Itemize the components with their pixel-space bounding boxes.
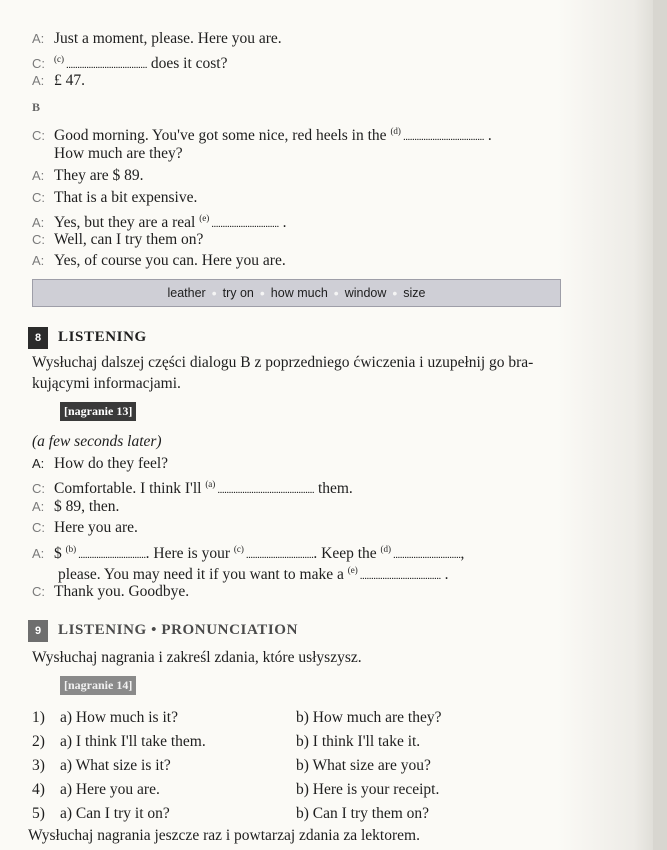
section-8-title: LISTENING — [58, 329, 147, 345]
section-8-badge: 8 — [28, 327, 48, 349]
word-window: window — [344, 286, 387, 300]
section-9-instruction: Wysłuchaj nagrania i zakreśl zdania, które usłyszysz. — [32, 649, 362, 666]
listening-line-7: C: Thank you. Goodbye. — [32, 583, 190, 600]
page-edge — [653, 0, 667, 850]
dialogue-b-line-1: C: Good morning. You've got some nice, red heels in the $^{(d)}$.................................... . — [32, 126, 492, 145]
dialogue-a-line-2: C: $^{(c)}$.................................... does it cost? — [32, 54, 228, 73]
word-leather: leather — [167, 286, 206, 300]
word-separator: • — [211, 285, 217, 301]
listening-line-1: A: How do they feel? — [32, 455, 169, 472]
listening-line-6: please. You may need it if you want to make a $^{(e)}$.................................... . — [58, 565, 449, 584]
word-separator: • — [392, 285, 398, 301]
word-size: size — [403, 286, 426, 300]
word-how-much: how much — [270, 286, 328, 300]
choice-row-4-a[interactable]: 4) a) Here you are. — [32, 781, 160, 798]
section-9-footer: Wysłuchaj nagrania jeszcze raz i powtarzaj zdania za lektorem. — [28, 827, 420, 844]
section-9-title: LISTENING • PRONUNCIATION — [58, 622, 299, 638]
listening-line-5: A: $ $^{(b)}$............................... Here is your $^{(c)}$............................... Keep the $^{(d)}$.............................., — [32, 544, 465, 563]
listening-line-3: A: $ 89, then. — [32, 498, 120, 515]
dialogue-b-line-2: A: They are $ 89. — [32, 167, 144, 184]
choice-row-3-b[interactable]: b) What size are you? — [296, 757, 431, 774]
stage-direction: (a few seconds later) — [32, 433, 162, 450]
choice-row-1-a[interactable]: 1) a) How much is it? — [32, 709, 178, 726]
choice-row-1-b[interactable]: b) How much are they? — [296, 709, 442, 726]
choice-row-4-b[interactable]: b) Here is your receipt. — [296, 781, 440, 798]
word-try-on: try on — [222, 286, 254, 300]
section-b-label: B — [32, 100, 41, 114]
choice-row-2-a[interactable]: 2) a) I think I'll take them. — [32, 733, 206, 750]
dialogue-a-line-3: A: £ 47. — [32, 72, 85, 89]
choice-row-5-b[interactable]: b) Can I try them on? — [296, 805, 430, 822]
section-9-badge: 9 — [28, 620, 48, 642]
recording-13-label: [nagranie 13] — [60, 402, 136, 421]
dialogue-b-line-1-cont: How much are they? — [54, 145, 183, 162]
choice-row-3-a[interactable]: 3) a) What size is it? — [32, 757, 171, 774]
word-separator: • — [259, 285, 265, 301]
word-separator: • — [333, 285, 339, 301]
word-box — [32, 279, 561, 307]
page-fold-shadow — [557, 0, 667, 850]
choice-row-2-b[interactable]: b) I think I'll take it. — [296, 733, 421, 750]
dialogue-a-line-1: A: Just a moment, please. Here you are. — [32, 30, 282, 47]
listening-line-4: C: Here you are. — [32, 519, 138, 536]
dialogue-b-line-5: C: Well, can I try them on? — [32, 231, 204, 248]
recording-14-label: [nagranie 14] — [60, 676, 136, 695]
section-8-instruction-2: kującymi informacjami. — [32, 375, 181, 392]
section-8-instruction-1: Wysłuchaj dalszej części dialogu B z poprzedniego ćwiczenia i uzupełnij go bra- — [32, 354, 534, 371]
choice-row-5-a[interactable]: 5) a) Can I try it on? — [32, 805, 170, 822]
dialogue-b-line-6: A: Yes, of course you can. Here you are. — [32, 252, 286, 269]
listening-line-2: C: Comfortable. I think I'll $^{(a)}$........................................... them. — [32, 479, 353, 498]
dialogue-b-line-3: C: That is a bit expensive. — [32, 189, 198, 206]
dialogue-b-line-4: A: Yes, but they are a real $^{(e)}$.............................. . — [32, 213, 287, 232]
